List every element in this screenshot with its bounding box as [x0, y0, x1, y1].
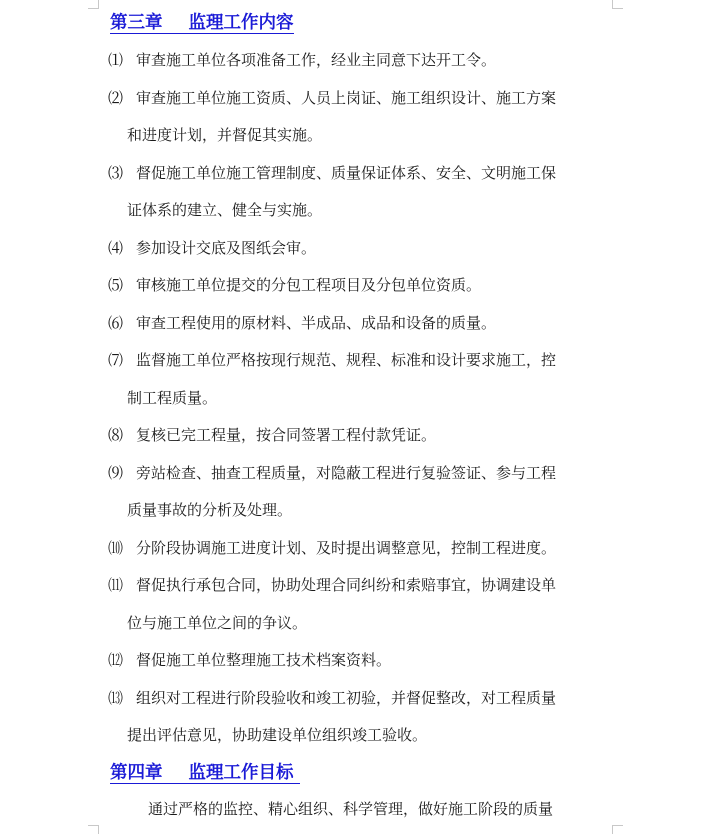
duty-item-first-line [108, 155, 608, 193]
page-corner-mark-top-right [612, 0, 623, 9]
duty-list-item [108, 530, 608, 568]
chapter-3-title: 监理工作内容 [188, 13, 294, 33]
duty-list-item [108, 642, 608, 680]
duty-list-item [108, 455, 608, 530]
duty-list-item [108, 155, 608, 230]
duty-item-text: 参加设计交底及图纸会审。 [136, 238, 317, 257]
duty-list-item [108, 80, 608, 155]
duty-item-text: 审查施工单位施工资质、人员上岗证、施工组织设计、施工方案 [136, 88, 557, 107]
duty-item-number: ⒀ [108, 688, 123, 707]
duty-item-text: 审查工程使用的原材料、半成品、成品和设备的质量。 [136, 313, 497, 332]
duty-item-text: 分阶段协调施工进度计划、及时提出调整意见，控制工程进度。 [136, 538, 557, 557]
page-corner-mark-bottom-left [88, 825, 99, 834]
duty-item-continuation-line [108, 717, 608, 755]
duty-item-text: 位与施工单位之间的争议。 [127, 613, 308, 632]
page-corner-mark-bottom-right [612, 825, 623, 834]
duty-item-first-line [108, 455, 608, 493]
duty-item-first-line [108, 305, 608, 343]
duty-item-number: ⑿ [108, 651, 123, 669]
duty-list-item [108, 567, 608, 642]
duty-item-first-line [108, 530, 608, 568]
duty-item-text: 监督施工单位严格按现行规范、规程、标准和设计要求施工，控 [136, 351, 557, 369]
duty-list-item [108, 267, 608, 305]
duty-item-first-line [108, 342, 608, 380]
duty-item-number: ⑴ [108, 51, 123, 69]
duty-item-first-line [108, 642, 608, 680]
duty-item-text: 旁站检查、抽查工程质量，对隐蔽工程进行复验签证、参与工程 [136, 463, 557, 482]
duty-item-number: ⑵ [108, 88, 123, 107]
duty-item-text: 督促执行承包合同，协助处理合同纠纷和索赔事宜，协调建设单 [136, 576, 557, 594]
duty-item-number: ⑺ [108, 351, 123, 369]
duty-list-item [108, 230, 608, 268]
duty-item-text: 复核已完工程量，按合同签署工程付款凭证。 [136, 426, 437, 444]
chapter-3-heading [110, 11, 294, 35]
page-corner-mark-top-left [88, 0, 99, 9]
duty-item-number: ⑼ [108, 463, 123, 482]
duty-item-continuation-line [108, 192, 608, 230]
duty-list-item [108, 417, 608, 455]
duty-item-first-line [108, 230, 608, 268]
chapter-4-title: 监理工作目标 [188, 763, 294, 783]
duty-item-continuation-line [108, 117, 608, 155]
duty-item-first-line [108, 80, 608, 118]
duty-list-item [108, 305, 608, 343]
duty-item-text: 督促施工单位施工管理制度、质量保证体系、安全、文明施工保 [136, 163, 557, 182]
duty-item-text: 制工程质量。 [127, 388, 218, 407]
duty-item-number: ⑾ [108, 576, 123, 594]
duty-item-text: 和进度计划，并督促其实施。 [127, 126, 323, 144]
duty-item-text: 质量事故的分析及处理。 [127, 501, 293, 519]
duty-item-number: ⑽ [108, 538, 123, 557]
chapter-4-number: 第四章 [110, 763, 163, 783]
duty-item-text: 证体系的建立、健全与实施。 [127, 201, 323, 219]
duty-list-item [108, 342, 608, 417]
duty-item-first-line [108, 42, 608, 80]
duty-list-item [108, 42, 608, 80]
duty-list-item [108, 680, 608, 755]
duty-item-first-line [108, 567, 608, 605]
chapter-4-paragraph: 通过严格的监控、精心组织、科学管理，做好施工阶段的质量 [148, 800, 554, 818]
duty-item-first-line [108, 417, 608, 455]
duty-item-text: 审核施工单位提交的分包工程项目及分包单位资质。 [136, 276, 482, 294]
duty-item-number: ⑶ [108, 163, 123, 182]
duty-item-continuation-line [108, 492, 608, 530]
duty-item-number: ⑷ [108, 238, 123, 257]
duty-item-text: 组织对工程进行阶段验收和竣工初验，并督促整改，对工程质量 [136, 688, 557, 707]
duty-item-number: ⑻ [108, 426, 123, 444]
duty-item-first-line [108, 267, 608, 305]
duty-item-continuation-line [108, 605, 608, 643]
duty-item-continuation-line [108, 380, 608, 418]
duty-item-text: 督促施工单位整理施工技术档案资料。 [136, 651, 392, 669]
duty-item-number: ⑹ [108, 313, 123, 332]
duty-item-number: ⑸ [108, 276, 123, 294]
chapter-4-heading [110, 761, 300, 785]
chapter-3-number: 第三章 [110, 13, 163, 33]
duty-item-first-line [108, 680, 608, 718]
duty-item-text: 审查施工单位各项准备工作，经业主同意下达开工令。 [136, 51, 497, 69]
duty-item-text: 提出评估意见，协助建设单位组织竣工验收。 [127, 726, 428, 744]
